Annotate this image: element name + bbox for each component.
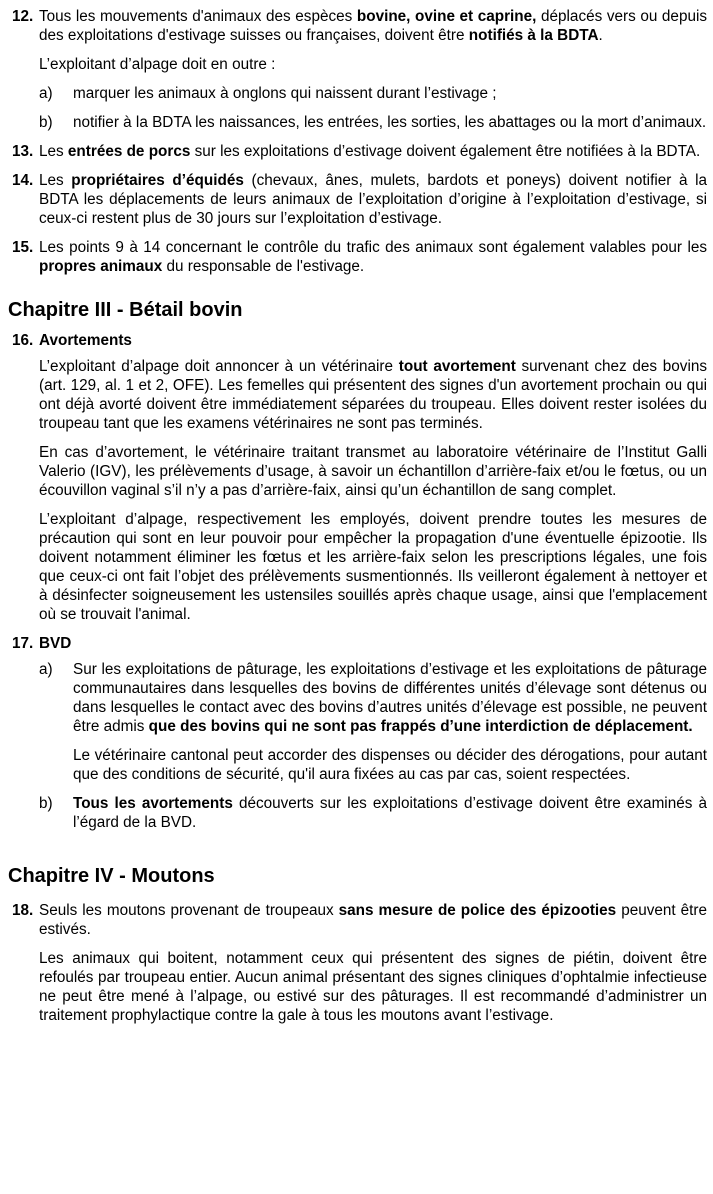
- text-run: (chevaux, ânes, mulets, bardots et poneys) doivent notifier à la BDTA les déplacements de leurs animaux de l’exploitation d’origine à l’exploitation d’estivage, si ceux-ci restent plus de 30 jours sur l’exploitation d’estivage.: [39, 172, 707, 227]
- text-run: Sur les exploitations de pâturage, les exploitations d’estivage et les exploitations de pâturage communautaires dans lesquelles des bovins de différentes unités d’élevage sont détenus ou dans lesquelles le contact avec des bovins d’autres unités d’élevage est possible, ne peuvent être admis: [73, 661, 707, 735]
- item-number: 18.: [12, 902, 34, 919]
- item-16-paragraph-2: En cas d’avortement, le vétérinaire traitant transmet au laboratoire vétérinaire de l’Institut Galli Valerio (IGV), les prélèvements d’usage, à savoir un échantillon d’arrière-faix et/ou le fœtus, ou un écouvillon vaginal s’il n’y a pas d’arrière-faix, ainsi qu’un échantillon de sang complet.: [39, 444, 707, 499]
- item-15: [8, 238, 707, 276]
- document-page: [8, 7, 707, 1035]
- sub-letter: b): [39, 114, 53, 131]
- bold-run: Tous les avortements: [73, 795, 233, 812]
- bold-run: propriétaires d’équidés: [71, 172, 244, 189]
- item-13: [8, 142, 707, 161]
- item-18-paragraph-1: [39, 901, 707, 939]
- text-run: peuvent être estivés.: [39, 902, 708, 938]
- sub-letter: a): [39, 661, 53, 678]
- item-number: 14.: [12, 172, 34, 189]
- item-17: [8, 634, 707, 832]
- item-13-text: [39, 142, 707, 161]
- text-run: Les points 9 à 14 concernant le contrôle du trafic des animaux sont également valables pour les: [39, 239, 707, 256]
- sub-letter: a): [39, 85, 53, 102]
- item-number: 17.: [12, 635, 34, 652]
- text-run: Tous les mouvements d'animaux des espèces: [39, 8, 357, 25]
- item-15-text: [39, 238, 707, 276]
- bold-run: tout avortement: [398, 358, 516, 375]
- chapter-4-heading: Chapitre IV - Moutons: [8, 865, 215, 887]
- text-run: Les: [39, 172, 72, 189]
- item-number: 13.: [12, 143, 34, 160]
- bold-run: entrées de porcs: [67, 143, 191, 160]
- bold-run: notifiés à la BDTA: [468, 27, 599, 44]
- item-number: 16.: [12, 332, 34, 349]
- chapter-3-heading: Chapitre III - Bétail bovin: [8, 299, 243, 321]
- item-14: [8, 171, 707, 228]
- item-17-sub-b-text: [73, 794, 707, 832]
- item-16-paragraph-1: [39, 357, 707, 433]
- item-16: [8, 331, 707, 624]
- text-run: sur les exploitations d’estivage doivent également être notifiées à la BDTA.: [190, 143, 701, 160]
- text-run: survenant chez des bovins (art. 129, al. 1 et 2, OFE). Les femelles qui présentent des signes d'un avortement prochain ou qui ont déjà avorté doivent être immédiatement séparées du troupeau. Elles doivent rester isolées du troupeau tant que les examens vétérinaires ne sont pas terminés.: [39, 358, 708, 432]
- item-18: [8, 901, 707, 1025]
- item-12-sub-a-text: marquer les animaux à onglons qui naissent durant l’estivage ;: [73, 85, 497, 102]
- text-run: Les: [39, 143, 68, 160]
- item-17-sub-a: [39, 660, 707, 784]
- item-number: 15.: [12, 239, 34, 256]
- bold-run: propres animaux: [39, 258, 163, 275]
- text-run: .: [598, 27, 603, 44]
- bold-run: que des bovins qui ne sont pas frappés d’une interdiction de déplacement.: [148, 718, 693, 735]
- item-14-text: [39, 171, 707, 228]
- item-12-paragraph-1: [39, 7, 707, 45]
- text-run: Seuls les moutons provenant de troupeaux: [39, 902, 339, 919]
- item-16-title: Avortements: [39, 332, 132, 349]
- item-12-sub-b-text: notifier à la BDTA les naissances, les entrées, les sorties, les abattages ou la mort d’animaux.: [73, 114, 707, 131]
- item-12-sub-a: [39, 84, 707, 103]
- item-17-sub-a-paragraph-1: [73, 660, 707, 736]
- item-12: [8, 7, 707, 132]
- item-17-sub-b: [39, 794, 707, 832]
- text-run: du responsable de l'estivage.: [162, 258, 365, 275]
- item-17-sub-a-paragraph-2: Le vétérinaire cantonal peut accorder des dispenses ou décider des dérogations, pour autant que des conditions de sécurité, qu'il aura fixées au cas par cas, soient respectées.: [73, 747, 707, 783]
- item-number: 12.: [12, 8, 34, 25]
- text-run: découverts sur les exploitations d’estivage doivent être examinés à l’égard de la BVD.: [73, 795, 707, 831]
- text-run: déplacés vers ou depuis des exploitations d'estivage suisses ou françaises, doivent être: [39, 8, 708, 44]
- text-run: L’exploitant d’alpage doit annoncer à un vétérinaire: [39, 358, 399, 375]
- item-12-sub-b: [39, 113, 707, 132]
- bold-run: sans mesure de police des épizooties: [338, 902, 617, 919]
- item-12-paragraph-2: L’exploitant d’alpage doit en outre :: [39, 56, 276, 73]
- item-17-title: BVD: [39, 635, 72, 652]
- bold-run: bovine, ovine et caprine,: [356, 8, 537, 25]
- sub-letter: b): [39, 795, 53, 812]
- item-16-paragraph-3: L’exploitant d’alpage, respectivement les employés, doivent prendre toutes les mesures de précaution qui sont en leur pouvoir pour empêcher la propagation d'une éventuelle épizootie. Ils doivent notamment éliminer les fœtus et les arrière-faix selon les prescriptions légales, une fois que ceux-ci ont fait l’objet des prélèvements susmentionnés. Ils veilleront également à nettoyer et à désinfecter soigneusement les ustensiles souillés après chaque usage, ainsi que l'emplacement où se trouvait l'animal.: [39, 511, 707, 623]
- item-18-paragraph-2: Les animaux qui boitent, notamment ceux qui présentent des signes de piétin, doivent être refoulés par troupeau entier. Aucun animal présentant des signes cliniques d’ophtalmie infectieuse ne peut être mené à l’alpage, ou estivé sur des pâturages. Il est recommandé d’administrer un traitement prophylactique contre la gale à tous les moutons avant l’estivage.: [39, 950, 707, 1024]
